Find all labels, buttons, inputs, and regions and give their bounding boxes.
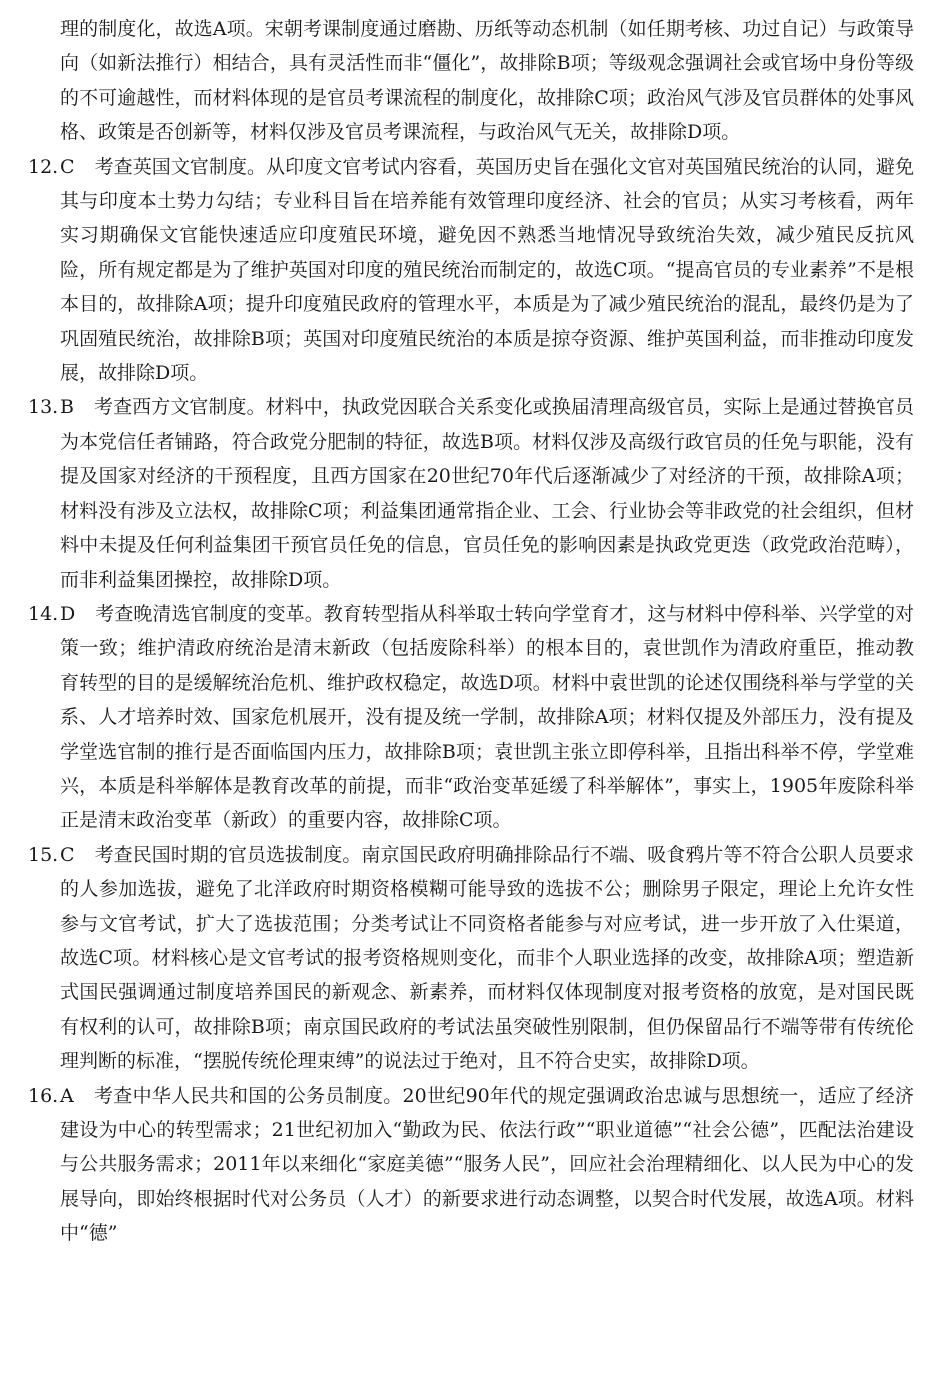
explanation-item-12 — [28, 150, 914, 391]
question-number: 15. — [28, 843, 59, 866]
question-number: 14. — [28, 602, 59, 625]
explanation-item-13 — [28, 390, 914, 596]
answer-letter: A — [60, 1084, 74, 1107]
explanation-item-15 — [28, 838, 914, 1079]
explanation-text: 考查英国文官制度。从印度文官考试内容看，英国历史旨在强化文官对英国殖民统治的认同，避免其与印度本土势力勾结；专业科目旨在培养能有效管理印度经济、社会的官员；从实习考核看，两年实习期确保文官能快速适应印度殖民环境，避免因不熟悉当地情况导致统治失效，减少殖民反抗风险，所有规定都是为了维护英国对印度的殖民统治而制定的，故选C项。“提高官员的专业素养”不是根本目的，故排除A项；提升印度殖民政府的管理水平，本质是为了减少殖民统治的混乱，最终仍是为了巩固殖民统治，故排除B项；英国对印度殖民统治的本质是掠夺资源、维护英国利益，而非推动印度发展，故排除D项。 — [60, 155, 914, 385]
explanation-text: 考查西方文官制度。材料中，执政党因联合关系变化或换届清理高级官员，实际上是通过替换官员为本党信任者铺路，符合政党分肥制的特征，故选B项。材料仅涉及高级行政官员的任免与职能，没有提及国家对经济的干预程度，且西方国家在20世纪70年代后逐渐减少了对经济的干预，故排除A项；材料没有涉及立法权，故排除C项；利益集团通常指企业、工会、行业协会等非政党的社会组织，但材料中未提及任何利益集团干预官员任免的信息，官员任免的影响因素是执政党更迭（政党政治范畴），而非利益集团操控，故排除D项。 — [60, 396, 914, 591]
explanation-text: 考查中华人民共和国的公务员制度。20世纪90年代的规定强调政治忠诚与思想统一，适应了经济建设为中心的转型需求；21世纪初加入“勤政为民、依法行政”“职业道德”“社会公德”，匹配法治建设与公共服务需求；2011年以来细化“家庭美德”“服务人民”，回应社会治理精细化、以人民为中心的发展导向，即始终根据时代对公务员（人才）的新要求进行动态调整，以契合时代发展，故选A项。材料中“德” — [60, 1084, 914, 1245]
answer-letter: C — [60, 843, 75, 866]
continued-explanation-paragraph: 理的制度化，故选A项。宋朝考课制度通过磨勘、历纸等动态机制（如任期考核、功过自记）与政策导向（如新法推行）相结合，具有灵活性而非“僵化”，故排除B项；等级观念强调社会或官场中身份等级的不可逾越性，而材料体现的是官员考课流程的制度化，故排除C项；政治风气涉及官员群体的处事风格、政策是否创新等，材料仅涉及官员考课流程，与政治风气无关，故排除D项。 — [60, 18, 914, 144]
answer-letter: D — [60, 602, 76, 625]
answer-letter: C — [60, 155, 75, 178]
explanation-item-16 — [28, 1079, 914, 1251]
explanation-text: 考查晚清选官制度的变革。教育转型指从科举取士转向学堂育才，这与材料中停科举、兴学堂的对策一致；维护清政府统治是清末新政（包括废除科举）的根本目的，袁世凯作为清政府重臣，推动教育转型的目的是缓解统治危机、维护政权稳定，故选D项。材料中袁世凯的论述仅围绕科举与学堂的关系、人才培养时效、国家危机展开，没有提及统一学制，故排除A项；材料仅提及外部压力，没有提及学堂选官制的推行是否面临国内压力，故排除B项；袁世凯主张立即停科举，且指出科举不停，学堂难兴，本质是科举解体是教育改革的前提，而非“政治变革延缓了科举解体”，事实上，1905年废除科举正是清末政治变革（新政）的重要内容，故排除C项。 — [60, 602, 914, 832]
answer-letter: B — [60, 396, 74, 419]
question-number: 16. — [28, 1084, 59, 1107]
explanation-item-14 — [28, 597, 914, 838]
question-number: 13. — [28, 396, 59, 419]
explanation-text: 考查民国时期的官员选拔制度。南京国民政府明确排除品行不端、吸食鸦片等不符合公职人员要求的人参加选拔，避免了北洋政府时期资格模糊可能导致的选拔不公；删除男子限定，理论上允许女性参与文官考试，扩大了选拔范围；分类考试让不同资格者能参与对应考试，进一步开放了入仕渠道，故选C项。材料核心是文官考试的报考资格规则变化，而非个人职业选择的改变，故排除A项；塑造新式国民强调通过制度培养国民的新观念、新素养，而材料仅体现制度对报考资格的放宽，是对国民既有权利的认可，故排除B项；南京国民政府的考试法虽突破性别限制，但仍保留品行不端等带有传统伦理判断的标准，“摆脱传统伦理束缚”的说法过于绝对，且不符合史实，故排除D项。 — [60, 843, 914, 1073]
question-number: 12. — [28, 155, 59, 178]
